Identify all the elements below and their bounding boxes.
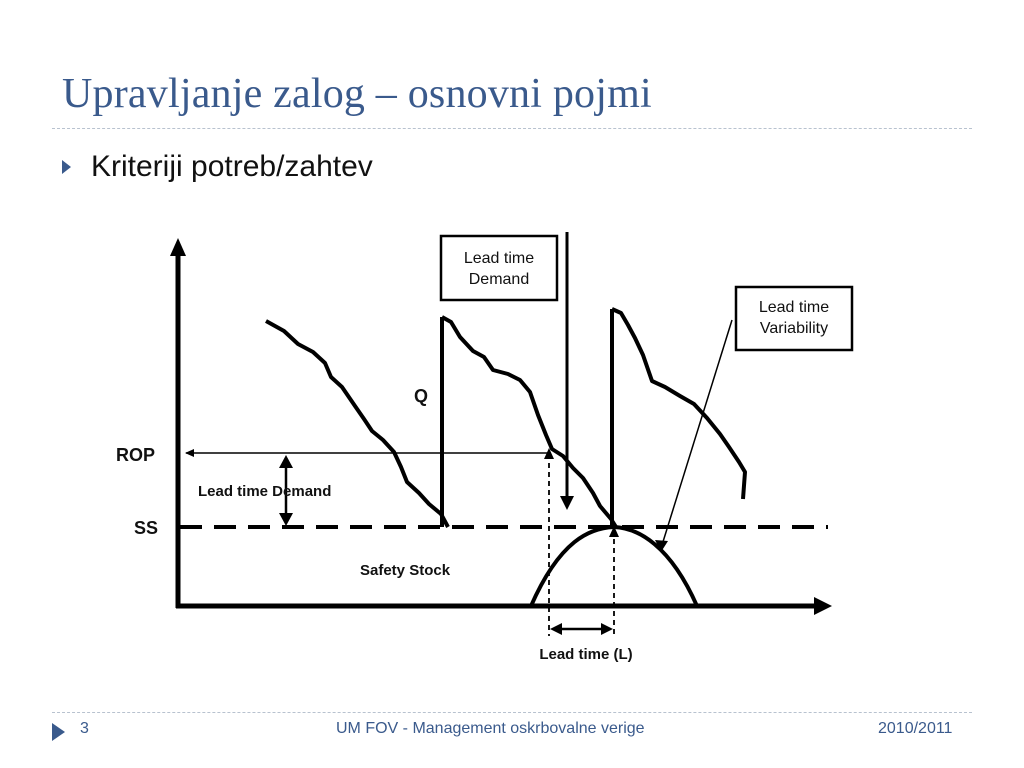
- lead-time-l-label: Lead time (L): [539, 646, 633, 663]
- lead-time-demand-label: Lead time Demand: [198, 483, 332, 500]
- q-label: Q: [414, 386, 429, 406]
- ss-label: SS: [134, 518, 159, 538]
- box-variability-line1: Lead time: [758, 299, 830, 316]
- footer-triangle-icon: [52, 723, 65, 741]
- inventory-curve-2: [442, 317, 616, 527]
- safety-stock-label: Safety Stock: [360, 562, 451, 579]
- inventory-curve-3: [612, 309, 745, 499]
- lead-time-variability-box: [736, 287, 852, 350]
- x-axis-arrowhead: [814, 597, 832, 615]
- bullet-text: Kriteriji potreb/zahtev: [91, 150, 373, 183]
- rop-label: ROP: [116, 445, 156, 465]
- box-demand-line1: Lead time: [463, 250, 535, 267]
- box-variability-line2: Variability: [759, 320, 829, 337]
- variability-pointer: [662, 320, 732, 545]
- y-axis-arrowhead: [170, 238, 186, 256]
- lead-time-demand-box: [441, 236, 557, 300]
- box-demand-line2: Demand: [468, 271, 530, 288]
- footer-course-title: UM FOV - Management oskrbovalne verige: [336, 720, 645, 737]
- slide-title: Upravljanje zalog – osnovni pojmi: [62, 71, 652, 117]
- footer-divider: [52, 712, 972, 713]
- page-number: 3: [80, 720, 89, 737]
- footer-year: 2010/2011: [878, 720, 953, 737]
